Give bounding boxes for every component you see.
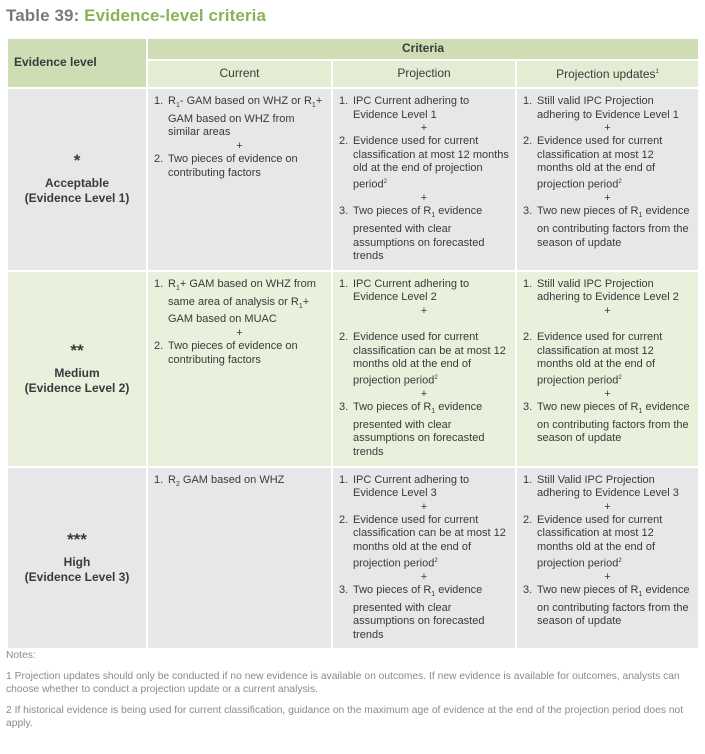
plus-sign: +	[604, 192, 611, 205]
projection-cell	[332, 88, 516, 271]
item-number: 1.	[339, 277, 349, 290]
subscript: 1	[311, 102, 316, 110]
subscript: 1	[638, 590, 643, 598]
evidence-level-cell	[7, 467, 147, 650]
list-item	[339, 278, 509, 305]
item-text	[353, 584, 509, 643]
spacer	[339, 318, 509, 331]
projection-cell	[332, 271, 516, 467]
header-current: Current	[147, 60, 332, 88]
note-1: 1 Projection updates should only be conducted if no new evidence is available on outcomes. If new evidence is available for outcomes, analysts can choose whether to conduct a projection update or a current analysis.	[6, 671, 680, 695]
item-number: 1.	[523, 95, 533, 107]
item-text-part: + GAM based on WHZ from same area of analysis or R	[168, 277, 316, 308]
item-text: Two pieces of evidence on contributing factors	[168, 339, 298, 366]
footnote-marker: 2	[434, 374, 438, 381]
subscript: 1	[431, 408, 436, 416]
evidence-level-name: Acceptable	[44, 176, 110, 191]
item-text-part: R	[168, 95, 176, 107]
list-item	[523, 95, 692, 122]
table-number: Table 39:	[6, 6, 85, 25]
list-item	[339, 135, 509, 192]
item-text: Still valid IPC Projection adhering to Evidence Level 2	[537, 277, 679, 304]
stars-rating: ***	[67, 529, 87, 549]
item-text-part: GAM based on WHZ	[179, 473, 285, 486]
item-text-part: evidence on contributing factors from the season of update	[537, 401, 690, 445]
item-text-part: Two pieces of R	[353, 583, 432, 596]
footnote-marker: 2	[383, 178, 387, 185]
item-number: 1.	[523, 277, 533, 290]
item-text	[168, 474, 325, 492]
list-item	[154, 278, 325, 327]
plus-sign: +	[420, 304, 428, 317]
item-text	[537, 514, 692, 571]
table-row-acceptable	[7, 88, 699, 271]
header-projection: Projection	[332, 60, 516, 88]
header-projection-updates	[516, 60, 699, 88]
item-text-part: R	[168, 473, 176, 486]
item-text-part: Two new pieces of R	[537, 205, 639, 218]
item-number: 2.	[523, 330, 533, 343]
header-projection-updates-label: Projection updates	[556, 67, 656, 82]
note-2: 2 If historical evidence is being used for current classification, guidance on the maximum age of evidence at the end of the projection period does not apply.	[6, 705, 684, 729]
list-item	[523, 205, 692, 250]
list-item	[339, 331, 509, 388]
item-text	[537, 135, 692, 192]
list-item	[339, 95, 509, 122]
plus-sign: +	[420, 192, 428, 205]
list-item	[523, 474, 692, 501]
item-text-part: - GAM based on WHZ or R	[179, 95, 312, 107]
list-item	[339, 401, 509, 460]
projection-updates-cell	[516, 271, 699, 467]
item-number: 1.	[339, 473, 349, 486]
item-text-part: evidence on contributing factors from the season of update	[537, 583, 690, 628]
plus-sign: +	[420, 500, 428, 513]
item-number: 2.	[339, 135, 349, 148]
item-text-part: Two pieces of R	[353, 205, 432, 218]
footnote-marker: 2	[618, 374, 622, 381]
item-number: 1.	[154, 473, 164, 486]
list-item	[154, 340, 325, 367]
list-item	[523, 331, 692, 388]
list-item	[523, 278, 692, 305]
item-number: 3.	[339, 401, 349, 413]
spacer	[523, 318, 692, 331]
projection-cell	[332, 467, 516, 650]
item-text-part: Evidence used for current classification can be at most 12 months old at the end of projection period	[353, 330, 506, 387]
item-number: 3.	[523, 401, 533, 413]
list-item	[523, 514, 692, 571]
table-caption: Evidence-level criteria	[84, 6, 267, 25]
subscript: 1	[431, 590, 436, 598]
subscript: 1	[175, 284, 180, 292]
item-text-part: Evidence used for current classification at most 12 months old at the end of projection period	[537, 330, 663, 387]
item-number: 3.	[339, 205, 349, 218]
item-text	[168, 95, 325, 140]
subscript: 1	[298, 302, 303, 310]
evidence-level-cell	[7, 271, 147, 467]
stars-rating: **	[70, 340, 84, 360]
item-number: 1.	[339, 95, 349, 107]
table-title	[6, 6, 266, 26]
item-text: IPC Current adhering to Evidence Level 1	[353, 95, 470, 121]
item-text-part: + GAM based on WHZ from similar areas	[168, 95, 323, 139]
item-text-part: evidence presented with clear assumptions on forecasted trends	[353, 205, 485, 263]
footnote-marker: 1	[655, 69, 659, 76]
evidence-level-name: Medium	[54, 365, 100, 380]
footnote-marker: 2	[618, 178, 622, 185]
item-text-part: Evidence used for current classification at most 12 months old at the end of projection period	[537, 513, 663, 570]
item-text	[168, 278, 325, 327]
item-text-part: evidence presented with clear assumptions on forecasted trends	[353, 401, 485, 458]
item-number: 2.	[339, 330, 349, 343]
footnote-marker: 2	[618, 557, 622, 564]
list-item	[523, 584, 692, 629]
header-evidence-level: Evidence level	[7, 38, 147, 88]
current-cell	[147, 271, 332, 467]
item-text-part: Two new pieces of R	[537, 583, 639, 596]
table-row-high	[7, 467, 699, 650]
item-number: 2.	[523, 135, 533, 148]
item-number: 2.	[339, 513, 349, 526]
item-number: 2.	[154, 339, 164, 352]
subscript: 1	[638, 408, 643, 416]
header-criteria: Criteria	[147, 38, 699, 60]
subscript: 2	[175, 480, 180, 488]
item-text-part: + GAM based on MUAC	[168, 295, 310, 326]
item-text	[353, 331, 509, 388]
plus-sign: +	[420, 570, 428, 583]
item-text-part: Evidence used for current classification at most 12 months old at the end of projection period	[537, 135, 663, 191]
plus-sign: +	[604, 388, 611, 400]
plus-sign: +	[604, 304, 611, 317]
stars-rating: *	[73, 151, 81, 171]
item-number: 1.	[154, 95, 164, 107]
footnote-marker: 2	[434, 557, 438, 564]
item-text: Still Valid IPC Projection adhering to Evidence Level 3	[537, 473, 679, 500]
list-item	[154, 153, 325, 180]
item-text-part: Two new pieces of R	[537, 401, 639, 413]
projection-updates-cell	[516, 88, 699, 271]
item-text	[537, 584, 692, 629]
subscript: 1	[431, 212, 436, 220]
item-number: 2.	[523, 513, 533, 526]
plus-sign: +	[236, 139, 243, 152]
item-number: 1.	[154, 277, 164, 290]
subscript: 1	[175, 102, 180, 110]
item-text	[537, 331, 692, 388]
list-item	[339, 584, 509, 643]
plus-sign: +	[604, 500, 611, 513]
plus-sign: +	[236, 326, 243, 339]
plus-sign: +	[420, 122, 428, 135]
current-cell	[147, 88, 332, 271]
subscript: 1	[638, 212, 643, 220]
list-item	[339, 474, 509, 501]
evidence-level-sub: (Evidence Level 2)	[24, 380, 130, 395]
item-text-part: Evidence used for current classification at most 12 months old at the end of projection period	[353, 135, 509, 191]
item-text	[537, 401, 692, 446]
list-item	[523, 135, 692, 192]
evidence-level-cell	[7, 88, 147, 271]
evidence-level-sub: (Evidence Level 1)	[24, 191, 130, 206]
evidence-level-table	[6, 37, 700, 650]
list-item	[339, 205, 509, 264]
item-number: 3.	[523, 205, 533, 218]
item-number: 2.	[154, 152, 164, 165]
item-text: Two pieces of evidence on contributing factors	[168, 152, 298, 179]
list-item	[154, 95, 325, 140]
item-text	[537, 205, 692, 250]
list-item	[523, 401, 692, 446]
table-row-medium	[7, 271, 699, 467]
item-text: IPC Current adhering to Evidence Level 3	[353, 473, 470, 500]
plus-sign: +	[420, 388, 428, 400]
list-item	[154, 474, 325, 492]
item-text	[353, 135, 509, 192]
item-text-part: evidence on contributing factors from the season of update	[537, 205, 690, 249]
item-number: 3.	[339, 583, 349, 596]
item-number: 1.	[523, 473, 533, 486]
list-item	[339, 514, 509, 571]
projection-updates-cell	[516, 467, 699, 650]
item-text-part: R	[168, 277, 176, 290]
item-number: 3.	[523, 583, 533, 596]
item-text-part: Two pieces of R	[353, 401, 432, 413]
evidence-level-name: High	[63, 554, 91, 569]
item-text-part: evidence presented with clear assumptions on forecasted trends	[353, 583, 485, 641]
notes-section	[6, 649, 702, 738]
item-text	[353, 514, 509, 571]
current-cell	[147, 467, 332, 650]
item-text	[353, 401, 509, 460]
item-text: IPC Current adhering to Evidence Level 2	[353, 277, 470, 304]
plus-sign: +	[604, 570, 611, 583]
evidence-level-sub: (Evidence Level 3)	[24, 569, 130, 584]
plus-sign: +	[604, 122, 611, 135]
item-text-part: Evidence used for current classification can be at most 12 months old at the end of projection period	[353, 513, 506, 570]
item-text	[353, 205, 509, 264]
notes-heading: Notes:	[6, 650, 36, 661]
item-text: Still valid IPC Projection adhering to Evidence Level 1	[537, 95, 679, 121]
